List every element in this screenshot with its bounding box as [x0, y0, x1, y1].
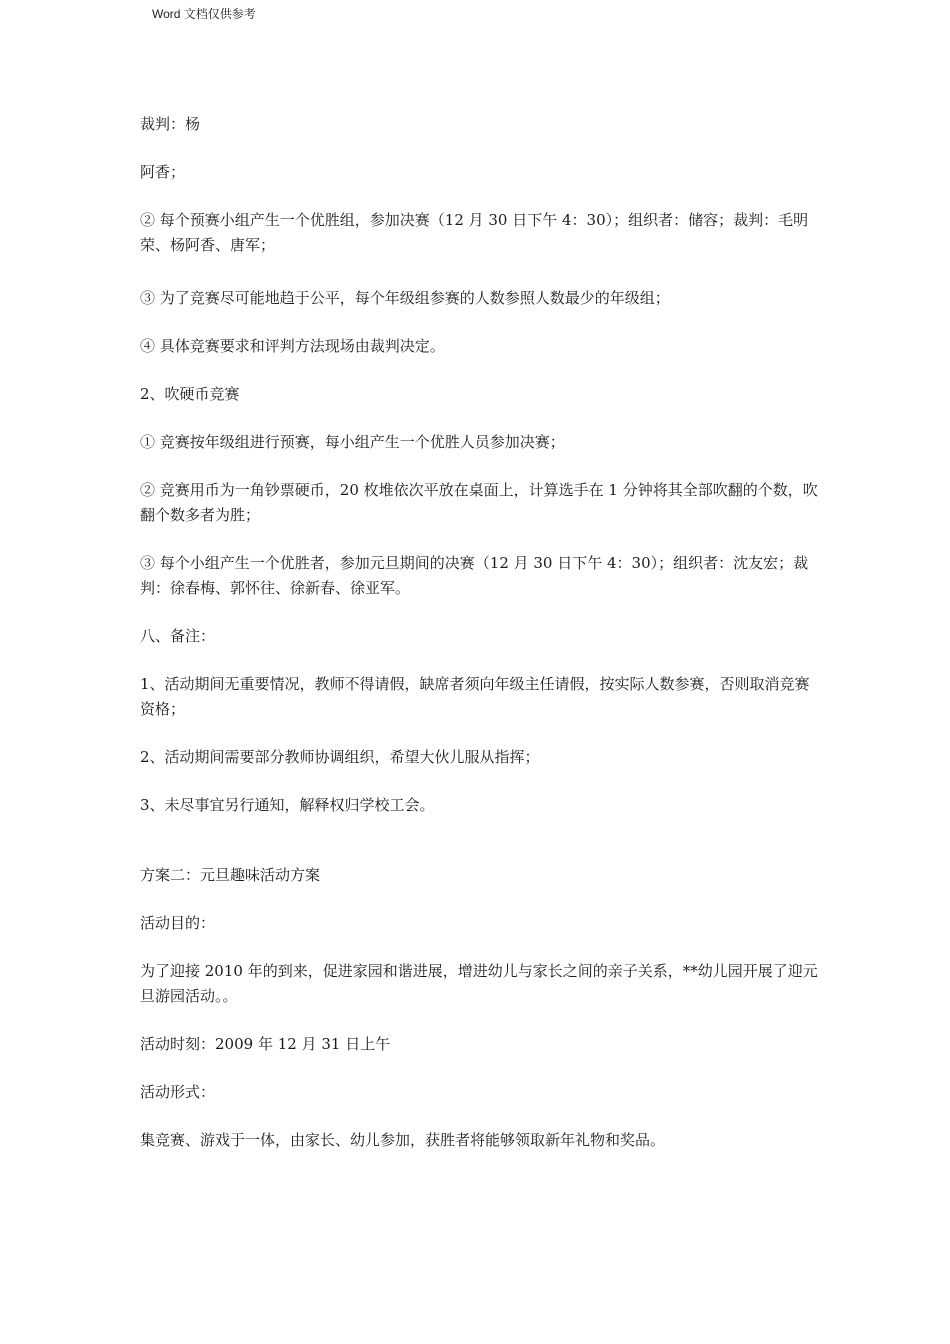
section-heading-notes: 八、备注： — [140, 627, 216, 645]
document-body — [140, 112, 820, 1153]
paragraph-coin-item-1: ① 竞赛按年级组进行预赛，每小组产生一个优胜人员参加决赛； — [140, 433, 565, 451]
paragraph-purpose-label: 活动目的： — [140, 914, 216, 932]
paragraph-coin-item-3: ③ 每个小组产生一个优胜者，参加元旦期间的决赛（12 月 30 日下午 4：30）；组织者：沈友宏；裁判：徐春梅、郭怀往、徐新春、徐亚军。 — [140, 554, 809, 597]
paragraph-note-3: 3、未尽事宜另行通知，解释权归学校工会。 — [140, 796, 435, 814]
paragraph-activity-time: 活动时刻：2009 年 12 月 31 日上午 — [140, 1035, 391, 1053]
paragraph-referee-yang: 裁判：杨 — [140, 115, 201, 133]
paragraph-note-1: 1、活动期间无重要情况，教师不得请假，缺席者须向年级主任请假，按实际人数参赛，否则取消竞赛资格； — [140, 675, 810, 718]
paragraph-coin-item-2: ② 竞赛用币为一角钞票硬币，20 枚堆依次平放在桌面上，计算选手在 1 分钟将其全部吹翻的个数，吹翻个数多者为胜； — [140, 481, 818, 524]
paragraph-item-2-final: ② 每个预赛小组产生一个优胜组，参加决赛（12 月 30 日下午 4：30）；组织者：储容；裁判：毛明荣、杨阿香、唐军； — [140, 211, 809, 254]
paragraph-form-text: 集竞赛、游戏于一体，由家长、幼儿参加，获胜者将能够领取新年礼物和奖品。 — [140, 1131, 666, 1149]
header-note: Word 文档仅供参考 — [152, 7, 256, 21]
section-heading-plan-two: 方案二：元旦趣味活动方案 — [140, 866, 321, 884]
paragraph-note-2: 2、活动期间需要部分教师协调组织，希望大伙儿服从指挥； — [140, 748, 540, 766]
paragraph-form-label: 活动形式： — [140, 1083, 216, 1101]
paragraph-purpose-text: 为了迎接 2010 年的到来，促进家园和谐进展，增进幼儿与家长之间的亲子关系，**幼儿园开展了迎元旦游园活动。。 — [140, 962, 818, 1005]
paragraph-item-3-fairness: ③ 为了竞赛尽可能地趋于公平，每个年级组参赛的人数参照人数最少的年级组； — [140, 289, 670, 307]
paragraph-axiang: 阿香； — [140, 163, 186, 181]
paragraph-item-4-rules: ④ 具体竞赛要求和评判方法现场由裁判决定。 — [140, 337, 445, 355]
section-heading-coin-blowing: 2、吹硬币竞赛 — [140, 385, 240, 403]
